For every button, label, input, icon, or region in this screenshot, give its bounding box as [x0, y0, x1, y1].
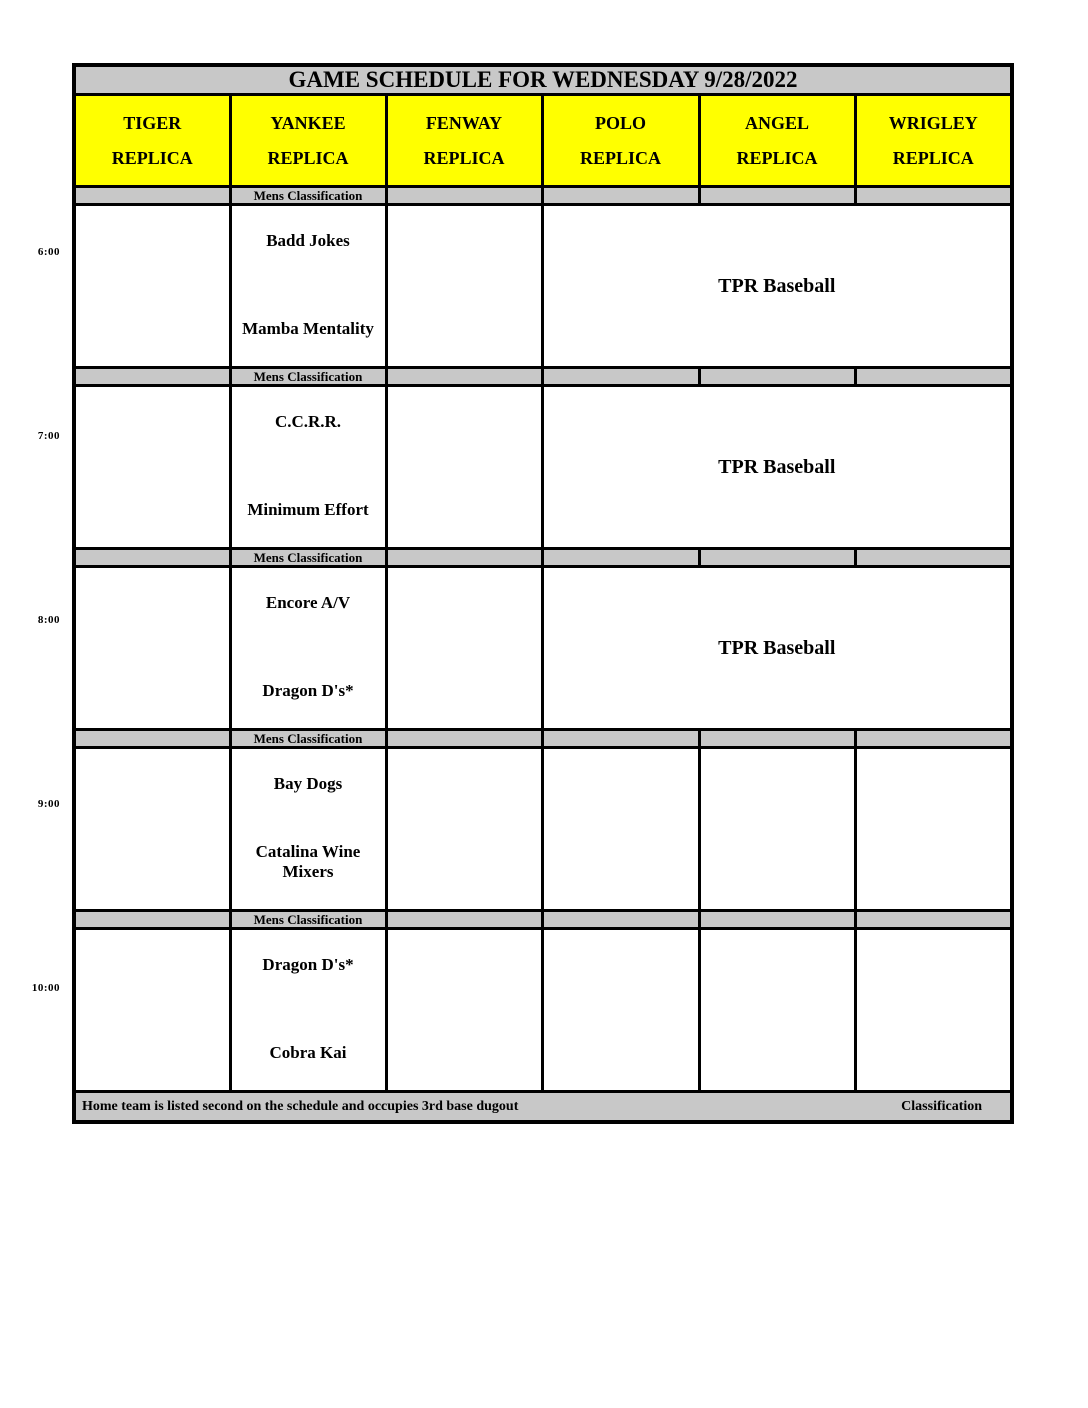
band-cell [74, 549, 230, 567]
classification-band-row [74, 549, 1012, 567]
band-cell [542, 911, 699, 929]
away-team: C.C.R.R. [274, 411, 342, 431]
home-team-note: Home team is listed second on the schedule and occupies 3rd base dugout [82, 1098, 519, 1114]
game-row-600 [74, 205, 1012, 368]
field-header-polo-replica [542, 95, 699, 187]
tpr-baseball-label: TPR Baseball [718, 636, 836, 659]
band-cell [386, 911, 542, 929]
away-team: Badd Jokes [266, 230, 350, 250]
empty-game-cell [74, 205, 230, 368]
field-header-tiger-replica [74, 95, 230, 187]
empty-game-cell [386, 386, 542, 549]
game-row-800 [74, 567, 1012, 730]
field-header-angel-replica [699, 95, 855, 187]
tpr-baseball-block [542, 567, 1012, 730]
empty-game-cell [74, 929, 230, 1092]
classification-band-label: Mens Classification [230, 911, 386, 929]
home-team: Mamba Mentality [242, 318, 374, 338]
home-team: Catalina Wine Mixers [255, 841, 361, 881]
field-name-line2: REPLICA [111, 147, 193, 168]
band-cell [542, 549, 699, 567]
band-cell [699, 187, 855, 205]
band-cell [542, 368, 699, 386]
band-cell [699, 368, 855, 386]
tpr-baseball-block [542, 205, 1012, 368]
classification-band-row [74, 730, 1012, 748]
classification-band-label: Mens Classification [230, 368, 386, 386]
band-cell [386, 549, 542, 567]
band-cell [74, 911, 230, 929]
band-cell [855, 368, 1012, 386]
band-cell [74, 187, 230, 205]
time-label-1000: 10:00 [31, 982, 60, 994]
game-schedule-table [72, 63, 1014, 1124]
matchup-cell [230, 386, 386, 549]
band-cell [855, 911, 1012, 929]
field-header-wrigley-replica [855, 95, 1012, 187]
empty-game-cell [855, 929, 1012, 1092]
home-team: Dragon D's* [262, 680, 354, 700]
empty-game-cell [386, 205, 542, 368]
empty-game-cell [386, 748, 542, 911]
game-row-900 [74, 748, 1012, 911]
field-name: FENWAY [425, 112, 503, 133]
band-cell [855, 187, 1012, 205]
tpr-baseball-label: TPR Baseball [718, 274, 836, 297]
away-team: Dragon D's* [262, 954, 354, 974]
band-cell [699, 911, 855, 929]
classification-band-row [74, 368, 1012, 386]
footer-cell [74, 1092, 1012, 1123]
field-header-fenway-replica [386, 95, 542, 187]
schedule-title: GAME SCHEDULE FOR WEDNESDAY 9/28/2022 [74, 65, 1012, 95]
field-name: TIGER [123, 112, 182, 133]
band-cell [74, 368, 230, 386]
matchup-cell [230, 929, 386, 1092]
classification-footer-label: Classification [901, 1098, 983, 1114]
field-name: ANGEL [744, 112, 809, 133]
field-name-line2: REPLICA [423, 147, 505, 168]
field-name-line2: REPLICA [892, 147, 974, 168]
time-label-700: 7:00 [37, 430, 60, 442]
tpr-baseball-block [542, 386, 1012, 549]
empty-game-cell [74, 567, 230, 730]
empty-game-cell [542, 748, 699, 911]
empty-game-cell [542, 929, 699, 1092]
band-cell [699, 730, 855, 748]
away-team: Bay Dogs [273, 773, 343, 793]
classification-band-row [74, 187, 1012, 205]
footer-row [74, 1092, 1012, 1123]
field-header-row [74, 95, 1012, 187]
time-label-900: 9:00 [37, 798, 60, 810]
tpr-baseball-label: TPR Baseball [718, 455, 836, 478]
band-cell [855, 549, 1012, 567]
game-row-700 [74, 386, 1012, 549]
classification-band-label: Mens Classification [230, 549, 386, 567]
game-row-1000 [74, 929, 1012, 1092]
classification-band-row [74, 911, 1012, 929]
field-name-line2: REPLICA [736, 147, 818, 168]
band-cell [855, 730, 1012, 748]
band-cell [74, 730, 230, 748]
matchup-cell [230, 567, 386, 730]
time-label-600: 6:00 [37, 246, 60, 258]
home-team: Minimum Effort [247, 499, 369, 519]
field-name-line2: REPLICA [267, 147, 349, 168]
empty-game-cell [74, 386, 230, 549]
empty-game-cell [386, 567, 542, 730]
band-cell [542, 187, 699, 205]
band-cell [386, 187, 542, 205]
band-cell [386, 368, 542, 386]
band-cell [386, 730, 542, 748]
time-label-800: 8:00 [37, 614, 60, 626]
field-name-line2: REPLICA [579, 147, 661, 168]
band-cell [699, 549, 855, 567]
field-header-yankee-replica [230, 95, 386, 187]
title-row [74, 65, 1012, 95]
empty-game-cell [699, 929, 855, 1092]
empty-game-cell [699, 748, 855, 911]
field-name: POLO [594, 112, 646, 133]
field-name: YANKEE [270, 112, 346, 133]
band-cell [542, 730, 699, 748]
matchup-cell [230, 205, 386, 368]
empty-game-cell [386, 929, 542, 1092]
empty-game-cell [74, 748, 230, 911]
matchup-cell [230, 748, 386, 911]
field-name: WRIGLEY [888, 112, 978, 133]
away-team: Encore A/V [265, 592, 351, 612]
empty-game-cell [855, 748, 1012, 911]
classification-band-label: Mens Classification [230, 730, 386, 748]
home-team: Cobra Kai [269, 1042, 347, 1062]
classification-band-label: Mens Classification [230, 187, 386, 205]
